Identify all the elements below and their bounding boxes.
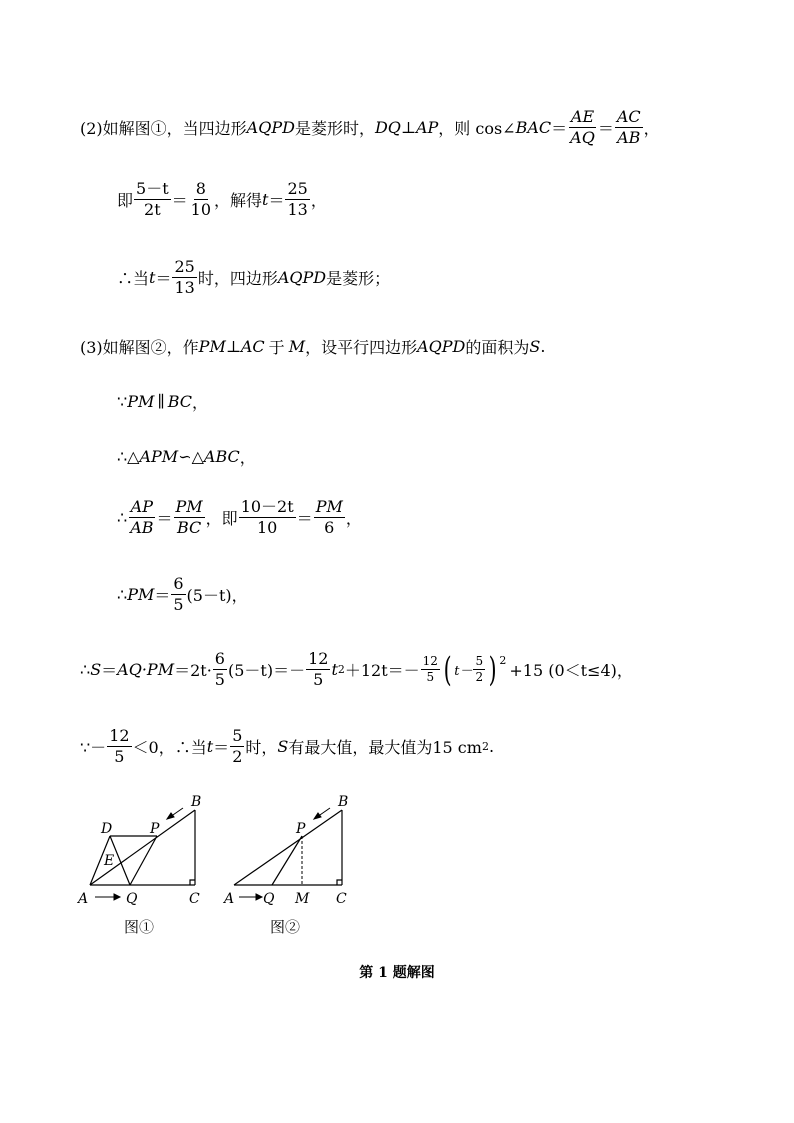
fraction bbox=[239, 498, 296, 537]
text: ， bbox=[643, 119, 660, 138]
label-D: D bbox=[101, 821, 113, 837]
arrow-icon bbox=[314, 808, 330, 819]
text: . bbox=[488, 737, 495, 756]
text: 是菱形时， bbox=[294, 119, 375, 138]
right-angle-mark bbox=[337, 880, 342, 885]
numerator: PM bbox=[315, 497, 343, 516]
numerator: AC bbox=[616, 107, 641, 126]
because-symbol: ∵ bbox=[117, 392, 128, 411]
line-9 bbox=[80, 650, 633, 689]
similar-symbol: ∽△ bbox=[178, 447, 204, 466]
perp-symbol: ⊥ bbox=[225, 337, 241, 356]
segment-PQ bbox=[130, 836, 157, 885]
numerator: 25 bbox=[174, 257, 195, 276]
numerator: 6 bbox=[214, 649, 225, 668]
equals: ＝ bbox=[268, 191, 285, 210]
equals: ＝ bbox=[213, 738, 230, 757]
label-M: M bbox=[295, 891, 310, 907]
line-6 bbox=[117, 445, 256, 468]
text: . bbox=[540, 337, 546, 356]
fraction bbox=[128, 498, 155, 537]
fraction bbox=[285, 180, 309, 219]
fraction bbox=[107, 727, 131, 766]
math-var: AC bbox=[240, 337, 265, 356]
text: ＜0，∴当 bbox=[132, 738, 207, 757]
numerator: AP bbox=[130, 497, 153, 516]
numerator: 12 bbox=[109, 726, 130, 745]
text: t－ bbox=[454, 664, 473, 679]
numerator: 5 bbox=[232, 726, 243, 745]
fraction bbox=[314, 498, 345, 537]
label-E: E bbox=[104, 853, 115, 869]
fraction bbox=[171, 575, 185, 614]
denominator: AQ bbox=[570, 128, 595, 147]
fraction bbox=[174, 498, 205, 537]
denominator: 2 bbox=[475, 670, 484, 684]
denominator: 10 bbox=[190, 200, 212, 219]
label-A: A bbox=[224, 891, 235, 907]
text: ∴当 bbox=[117, 269, 150, 288]
text: ＝2t· bbox=[174, 661, 212, 680]
equals: ＝ bbox=[156, 509, 173, 528]
denominator: AB bbox=[130, 518, 154, 537]
text: ∴△ bbox=[117, 447, 140, 466]
numerator: 25 bbox=[287, 179, 308, 198]
arrow-icon bbox=[167, 808, 183, 819]
fraction bbox=[134, 180, 171, 219]
text: 时， bbox=[245, 738, 278, 757]
text: ＋12t＝－ bbox=[344, 661, 420, 680]
right-paren: ) bbox=[488, 649, 497, 690]
label-C: C bbox=[189, 891, 200, 907]
equals: ＝ bbox=[296, 509, 313, 528]
text: (5－t)， bbox=[186, 586, 248, 605]
math-var: AQ·PM bbox=[117, 660, 175, 679]
denominator: 5 bbox=[426, 670, 435, 684]
line-8 bbox=[117, 575, 248, 614]
math-var: PM bbox=[127, 585, 155, 604]
math-var: AQPD bbox=[417, 337, 466, 356]
label-B: B bbox=[338, 794, 349, 810]
math-var: t bbox=[262, 190, 269, 209]
math-var: APM bbox=[139, 447, 179, 466]
numerator: 8 bbox=[195, 179, 206, 198]
denominator: 2t bbox=[144, 200, 161, 219]
denominator: 5 bbox=[114, 747, 125, 766]
text: ， bbox=[310, 191, 327, 210]
exponent: 2 bbox=[481, 740, 489, 753]
math-var: S bbox=[529, 337, 541, 356]
numerator: PM bbox=[175, 497, 203, 516]
figure-1-caption: 图① bbox=[124, 918, 155, 936]
label-B: B bbox=[191, 794, 202, 810]
denominator: 13 bbox=[174, 278, 195, 297]
fraction bbox=[172, 258, 196, 297]
text: ∴ bbox=[117, 585, 128, 604]
text: ∵－ bbox=[80, 738, 107, 757]
math-var: t bbox=[206, 737, 214, 756]
text: 即 bbox=[117, 191, 134, 210]
line-3 bbox=[117, 258, 390, 297]
label-C: C bbox=[336, 891, 347, 907]
numerator: 12 bbox=[308, 649, 329, 668]
label-P: P bbox=[150, 821, 160, 837]
denominator: 5 bbox=[173, 595, 184, 614]
label-P: P bbox=[296, 821, 306, 837]
label-A: A bbox=[78, 891, 89, 907]
text: ，解得 bbox=[214, 191, 263, 210]
denominator: 5 bbox=[214, 670, 225, 689]
equals: ＝ bbox=[155, 269, 172, 288]
equals: ＝ bbox=[101, 661, 118, 680]
line-1 bbox=[80, 108, 660, 147]
text: ∴ bbox=[117, 508, 128, 527]
left-paren: ( bbox=[443, 649, 452, 690]
math-var: BAC bbox=[515, 118, 552, 137]
text: ，则 cos∠ bbox=[438, 119, 516, 138]
text: ，即 bbox=[205, 509, 238, 528]
math-var: S bbox=[90, 660, 102, 679]
numerator: 5 bbox=[475, 654, 484, 668]
denominator: 13 bbox=[287, 200, 308, 219]
math-var: PM bbox=[127, 392, 155, 411]
equals: ＝ bbox=[154, 586, 171, 605]
math-var: AQPD bbox=[246, 118, 295, 137]
text: 是菱形； bbox=[326, 269, 391, 288]
equals: ＝ bbox=[171, 191, 188, 210]
fraction bbox=[473, 655, 485, 684]
numerator: 12 bbox=[422, 654, 438, 668]
text: 于 bbox=[268, 338, 285, 357]
fraction bbox=[306, 650, 330, 689]
figure-1 bbox=[70, 788, 220, 918]
numerator: AE bbox=[570, 107, 595, 126]
denominator: BC bbox=[176, 518, 202, 537]
line-2 bbox=[117, 180, 327, 219]
numerator: 5－t bbox=[136, 179, 169, 198]
math-var: PM bbox=[198, 337, 226, 356]
text: +15 (0＜t≤4)， bbox=[509, 661, 633, 680]
line-5 bbox=[117, 390, 208, 413]
segment-AB bbox=[234, 810, 342, 885]
equals: ＝ bbox=[597, 119, 614, 138]
text: ， bbox=[192, 393, 209, 412]
math-var: t bbox=[149, 268, 156, 287]
fraction bbox=[568, 108, 597, 147]
math-var: S bbox=[277, 737, 289, 756]
text: ，设平行四边形 bbox=[305, 338, 418, 357]
text: (2)如解图①，当四边形 bbox=[80, 119, 247, 138]
fraction bbox=[230, 727, 244, 766]
arrow-icon bbox=[95, 894, 120, 900]
figure-title: 第 1 题解图 bbox=[359, 965, 435, 981]
text: 的面积为 bbox=[465, 338, 530, 357]
math-var: BC bbox=[167, 392, 193, 411]
fraction bbox=[213, 650, 227, 689]
fraction bbox=[421, 655, 440, 684]
perp-symbol: ⊥ bbox=[400, 118, 416, 137]
denominator: AB bbox=[617, 128, 641, 147]
denominator: 2 bbox=[232, 747, 243, 766]
text: ， bbox=[345, 509, 362, 528]
exponent: 2 bbox=[499, 654, 507, 667]
figure-2-caption: 图② bbox=[270, 918, 301, 936]
text: ∴ bbox=[80, 660, 91, 679]
fraction bbox=[615, 108, 643, 147]
text: ， bbox=[239, 448, 256, 467]
math-var: ABC bbox=[203, 447, 240, 466]
exponent: 2 bbox=[337, 663, 345, 676]
text: 时，四边形 bbox=[197, 269, 278, 288]
right-angle-mark bbox=[190, 880, 195, 885]
math-var: t bbox=[331, 660, 338, 679]
numerator: 10－2t bbox=[240, 497, 294, 516]
denominator: 6 bbox=[324, 518, 335, 537]
fraction bbox=[189, 180, 213, 219]
label-Q: Q bbox=[126, 891, 138, 907]
line-7 bbox=[117, 498, 362, 537]
math-var: DQ bbox=[374, 118, 401, 137]
math-var: AQPD bbox=[277, 268, 327, 287]
text: 有最大值，最大值为15 cm bbox=[288, 738, 482, 757]
line-10 bbox=[80, 727, 494, 766]
denominator: 5 bbox=[313, 670, 324, 689]
denominator: 10 bbox=[257, 518, 278, 537]
line-4 bbox=[80, 335, 545, 358]
arrow-icon bbox=[239, 894, 262, 900]
text: (3)如解图②，作 bbox=[80, 338, 199, 357]
equals: ＝ bbox=[551, 119, 568, 138]
text: (5－t)＝－ bbox=[227, 661, 306, 680]
math-var: AP bbox=[415, 118, 439, 137]
figure-2 bbox=[222, 788, 372, 918]
parallel-symbol: ∥ bbox=[157, 392, 165, 411]
label-Q: Q bbox=[263, 891, 275, 907]
numerator: 6 bbox=[173, 574, 184, 593]
segment-PQ bbox=[272, 836, 302, 885]
math-var: M bbox=[288, 337, 306, 356]
